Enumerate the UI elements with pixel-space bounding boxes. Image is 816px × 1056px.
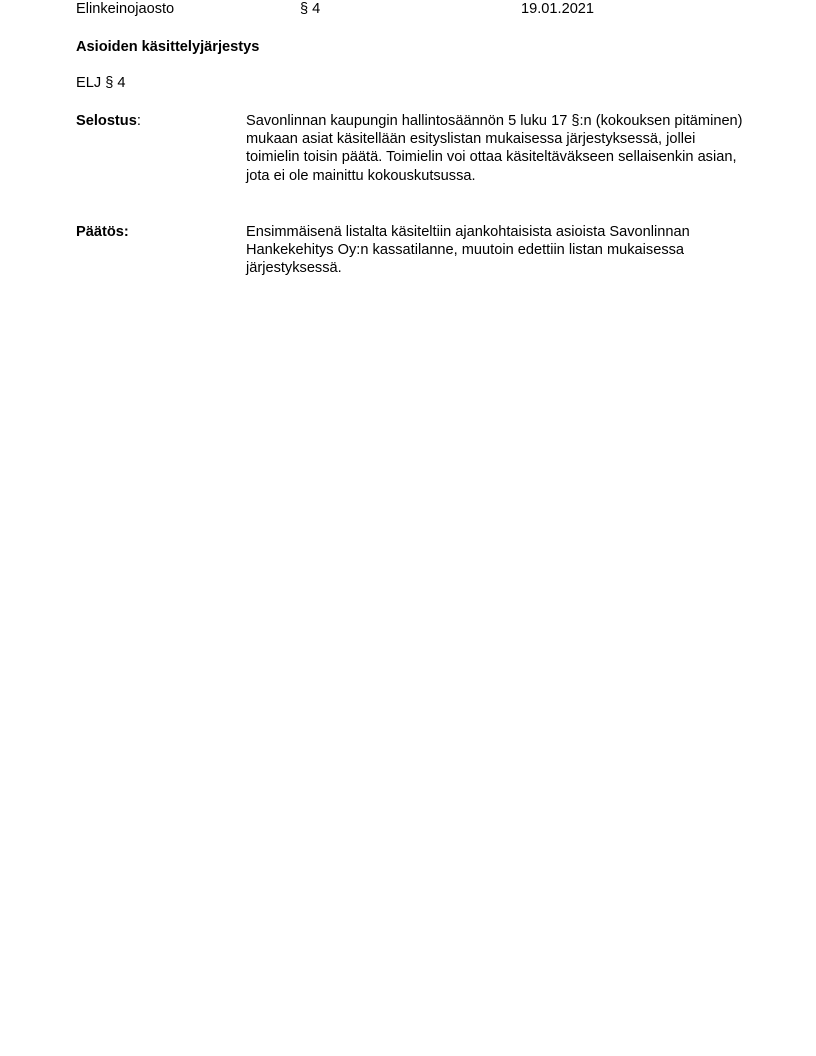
header-date: 19.01.2021: [521, 1, 595, 17]
header-section-number: § 4: [300, 1, 321, 17]
header-organ: Elinkeinojaosto: [76, 1, 175, 17]
paatos-label: [76, 223, 129, 241]
page-header: [76, 0, 756, 20]
selostus-label-colon: :: [136, 113, 141, 129]
selostus-text: Savonlinnan kaupungin hallintosäännön 5 luku 17 §:n (kokouksen pitäminen) mukaan asiat käsitellään esityslistan mukaisessa järjestyksessä, jollei toimielin toisin päätä. Toimielin voi ottaa käsiteltäväkseen sellaisenkin asian, jota ei ole mainittu kokouskutsussa.: [246, 113, 743, 184]
paatos-label-text: Päätös:: [76, 224, 129, 240]
paatos-text: Ensimmäisenä listalta käsiteltiin ajankohtaisista asioista Savonlinnan Hankekehitys Oy:n kassatilanne, muutoin edettiin listan mukaisessa järjestyksessä.: [246, 224, 690, 277]
document-title: Asioiden käsittelyjärjestys: [76, 39, 260, 55]
section-reference: ELJ § 4: [76, 75, 126, 91]
selostus-label: [76, 112, 141, 130]
selostus-label-text: Selostus: [76, 113, 137, 129]
